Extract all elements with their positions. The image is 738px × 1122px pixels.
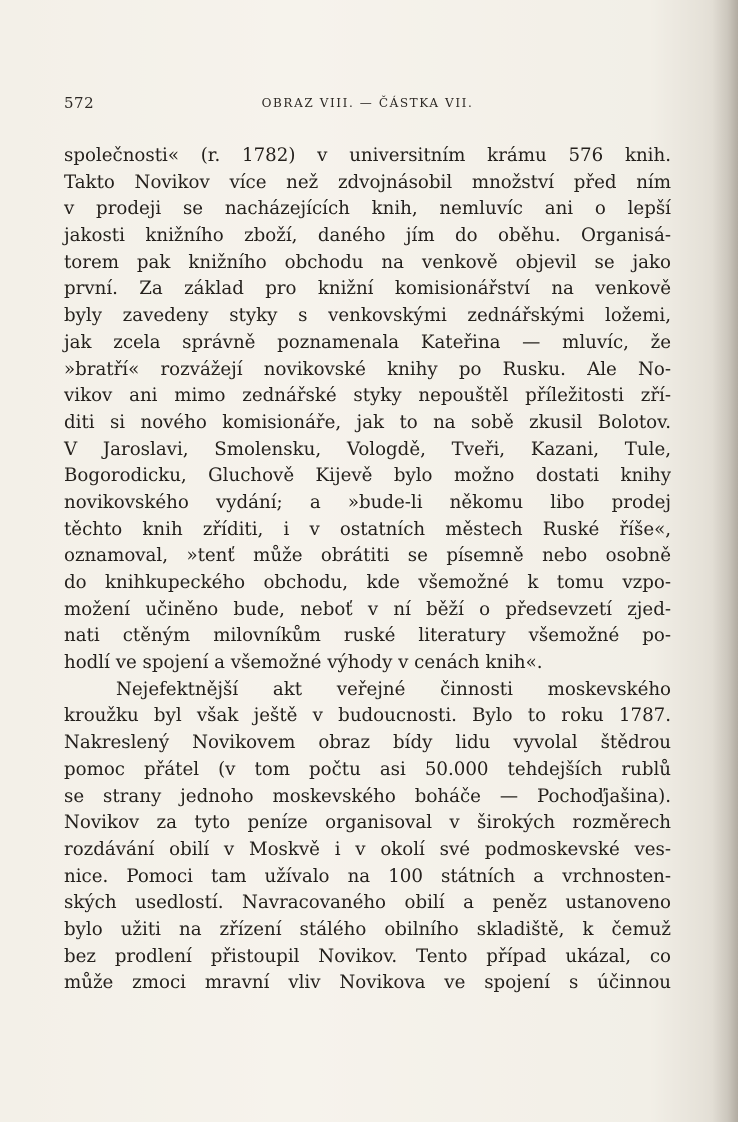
text-line: bez prodlení přistoupil Novikov. Tento případ ukázal, co: [64, 945, 671, 967]
text-line: jak zcela správně poznamenala Kateřina — mluvíc, že: [64, 331, 671, 353]
text-line: nice. Pomoci tam užívalo na 100 státních a vrchnosten-: [64, 865, 671, 887]
text-line: společnosti« (r. 1782) v universitním krámu 576 knih.: [64, 145, 671, 166]
text-line: jakosti knižního zboží, daného jím do oběhu. Organisá-: [64, 225, 671, 247]
text-line: ských usedlostí. Navracovaného obilí a peněz ustanoveno: [64, 892, 671, 914]
text-line: V Jaroslavi, Smolensku, Vologdě, Tveři, Kazani, Tule,: [64, 438, 671, 460]
page-header: [64, 94, 671, 118]
text-line: diti si nového komisionáře, jak to na sobě zkusil Bolotov.: [64, 411, 671, 433]
text-line: může zmoci mravní vliv Novikova ve spojení s účinnou: [64, 972, 671, 994]
text-line: »bratří« rozvážejí novikovské knihy po Rusku. Ale No-: [64, 358, 671, 380]
text-line: do knihkupeckého obchodu, kde všemožné k tomu vzpo-: [64, 572, 671, 593]
text-line: Novikov za tyto peníze organisoval v širokých rozměrech: [64, 812, 671, 834]
text-line: možení učiněno bude, neboť v ní běží o předsevzetí zjed-: [64, 598, 671, 620]
text-line: torem pak knižního obchodu na venkově objevil se jako: [64, 251, 671, 273]
text-line: kroužku byl však ještě v budoucnosti. Bylo to roku 1787.: [64, 705, 671, 727]
text-line: oznamoval, »tenť může obrátiti se písemně nebo osobně: [64, 545, 671, 567]
text-line: první. Za základ pro knižní komisionářství na venkově: [64, 278, 671, 300]
text-line: byly zavedeny styky s venkovskými zednářskými ložemi,: [64, 305, 671, 327]
body-text: [64, 143, 671, 997]
text-line: těchto knih zříditi, i v ostatních městech Ruské říše«,: [64, 518, 671, 540]
binding-gutter-shadow: [712, 0, 738, 1122]
text-line: novikovského vydání; a »bude-li někomu libo prodej: [64, 491, 671, 513]
text-line: Takto Novikov více než zdvojnásobil množství před ním: [64, 171, 671, 193]
text-line: pomoc přátel (v tom počtu asi 50.000 tehdejších rublů: [64, 758, 671, 780]
text-line: Nakreslený Novikovem obraz bídy lidu vyvolal štědrou: [64, 732, 671, 754]
text-line: se strany jednoho moskevského boháče — Pochoďjašina).: [64, 785, 671, 807]
text-line: bylo užiti na zřízení stálého obilního skladiště, k čemuž: [64, 918, 671, 940]
text-line: nati ctěným milovníkům ruské literatury všemožné po-: [64, 625, 671, 647]
running-head: OBRAZ VIII. — ČÁSTKA VII.: [261, 96, 474, 110]
page-number: 572: [64, 94, 95, 112]
paragraph-start-line: Nejefektnější akt veřejné činnosti moskevského: [116, 678, 671, 700]
paragraph-end-line: hodlí ve spojení a všemožné výhody v cenách knih«.: [64, 652, 543, 674]
text-line: rozdávání obilí v Moskvě i v okolí své podmoskevské ves-: [64, 838, 671, 860]
text-line: Bogorodicku, Gluchově Kijevě bylo možno dostati knihy: [64, 465, 671, 487]
text-line: vikov ani mimo zednářské styky nepouštěl příležitosti zří-: [64, 385, 671, 407]
text-line: v prodeji se nacházejících knih, nemluvíc ani o lepší: [64, 198, 671, 220]
